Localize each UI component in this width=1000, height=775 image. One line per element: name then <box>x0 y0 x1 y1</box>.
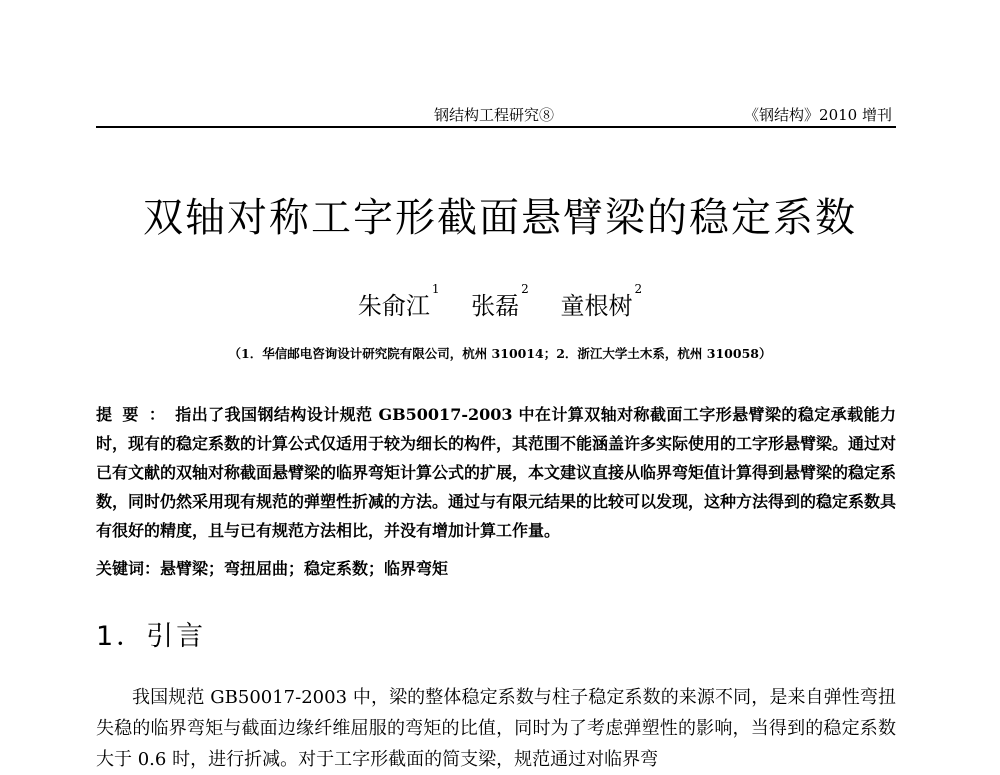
author-list <box>0 282 1000 321</box>
abstract <box>96 400 896 545</box>
header-rule <box>96 126 896 128</box>
author-name: 朱俞江 <box>357 292 430 320</box>
abstract-label: 提要： <box>96 405 176 424</box>
author-name: 张磊 <box>471 292 520 320</box>
body-paragraph: 我国规范 GB50017-2003 中，梁的整体稳定系数与柱子稳定系数的来源不同，是来自弹性弯扭失稳的临界弯矩与截面边缘纤维屈服的弯矩的比值，同时为了考虑弹塑性的影响，当得到的稳定系数大于 0.6 时，进行折减。对于工字形截面的简支梁，规范通过对临界弯 <box>96 687 896 770</box>
affiliations: （1．华信邮电咨询设计研究院有限公司，杭州 310014；2．浙江大学土木系，杭州 310058） <box>228 346 772 361</box>
keywords <box>96 556 896 579</box>
section-heading: 1．引言 <box>96 621 207 652</box>
running-head <box>96 102 896 126</box>
author-affiliation-mark: 2 <box>634 282 643 296</box>
abstract-text: 指出了我国钢结构设计规范 GB50017-2003 中在计算双轴对称截面工字形悬臂梁的稳定承载能力时，现有的稳定系数的计算公式仅适用于较为细长的构件，其范围不能涵盖许多实际使用的工字形悬臂梁。通过对已有文献的双轴对称截面悬臂梁的临界弯矩计算公式的扩展，本文建议直接从临界弯矩值计算得到悬臂梁的稳定系数，同时仍然采用现有规范的弹塑性折减的方法。通过与有限元结果的比较可以发现，这种方法得到的稳定系数具有很好的精度，且与已有规范方法相比，并没有增加计算工作量。 <box>96 405 897 540</box>
running-head-journal: 《钢结构》2010 增刊 <box>744 106 892 124</box>
paper-title: 双轴对称工字形截面悬臂梁的稳定系数 <box>143 195 857 241</box>
author <box>471 282 529 321</box>
author <box>357 282 440 321</box>
author-affiliation-mark: 1 <box>431 282 440 296</box>
keywords-label: 关键词： <box>96 559 161 578</box>
running-head-series: 钢结构工程研究⑧ <box>434 106 555 124</box>
author-name: 童根树 <box>560 292 633 320</box>
keywords-text: 悬臂梁；弯扭屈曲；稳定系数；临界弯矩 <box>160 559 449 578</box>
author <box>560 282 643 321</box>
author-affiliation-mark: 2 <box>521 282 529 296</box>
